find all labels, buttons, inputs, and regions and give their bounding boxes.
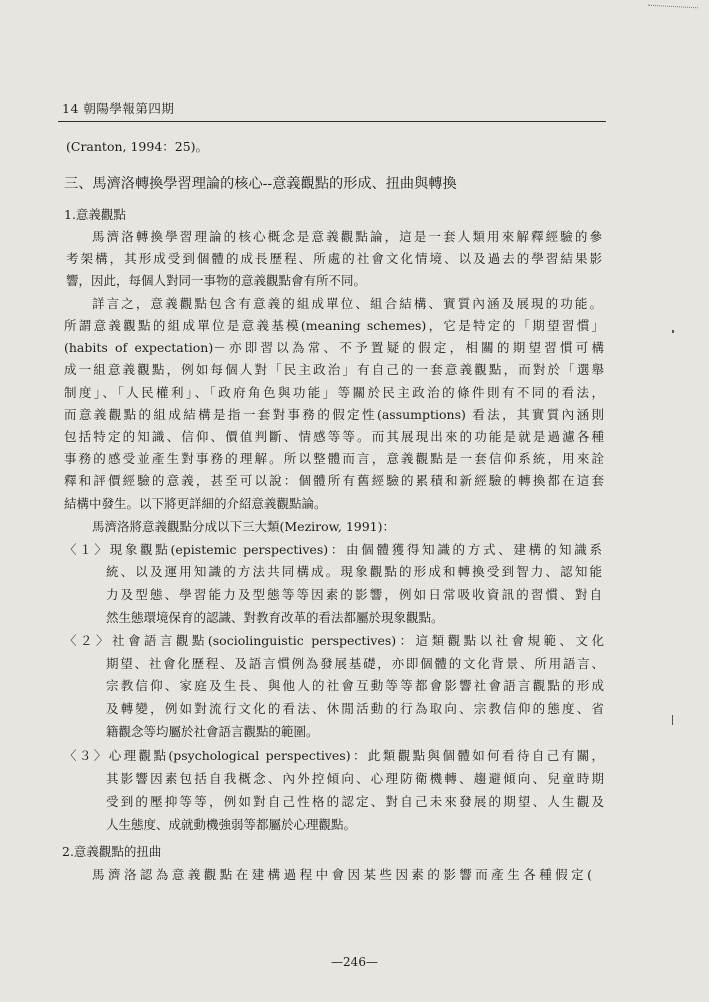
text-line: 馬濟洛認為意義觀點在建構過程中會因某些因素的影響而產生各種假定( [92,867,592,882]
text-line: 響，因此，每個人對同一事物的意義觀點會有所不同。 [66,273,367,288]
text-line: 然生態環境保育的認識、對教育改革的看法都屬於現象觀點。 [106,610,444,625]
scan-artifact [648,5,698,9]
header-rule [58,121,606,122]
scan-artifact [672,330,674,333]
section-heading: 三、馬濟洛轉換學習理論的核心--意義觀點的形成、扭曲與轉換 [64,176,457,192]
text-line: 考架構，其形成受到個體的成長歷程、所處的社會文化情境、以及過去的學習結果影 [66,251,602,266]
running-header: 14 朝陽學報第四期 [62,101,175,116]
scan-artifact [672,715,673,725]
text-line: 結構中發生。以下將更詳細的介紹意義觀點論。 [64,496,327,511]
text-line: 所謂意義觀點的組成單位是意義基模(meaning schemes)，它是特定的「期望習慣」 [64,318,604,333]
text-line: 〈２〉社會語言觀點(sociolinguistic perspectives)：這類觀點以社會規範、文化 [64,633,604,648]
text-line: 統、以及運用知識的方法共同構成。現象觀點的形成和轉換受到智力、認知能 [106,564,602,579]
text-line: 詳言之，意義觀點包含有意義的組成單位、組合結構、實質內涵及展現的功能。 [92,296,602,311]
text-line: 及轉變，例如對流行文化的看法、休閒活動的行為取向、宗教信仰的態度、省 [106,701,604,716]
page-number: —246— [331,955,378,969]
text-line: 力及型態、學習能力及型態等等因素的影響，例如日常吸收資訊的習慣、對自 [106,587,602,602]
text-line: 宗教信仰、家庭及生長、與他人的社會互動等等都會影響社會語言觀點的形成 [106,678,604,693]
text-line: 人生態度、成就動機強弱等都屬於心理觀點。 [106,817,357,832]
text-line: 籍觀念等均屬於社會語言觀點的範圍。 [106,724,319,739]
text-line: 包括特定的知識、信仰、價值判斷、情感等等。而其展現出來的功能是就是過濾各種 [64,429,604,444]
text-line: 釋和評價經驗的意義，甚至可以說：個體所有舊經驗的累積和新經驗的轉換都在這套 [64,473,604,488]
text-line: 馬濟洛將意義觀點分成以下三大類(Mezirow, 1991)： [92,519,396,534]
text-line: 1.意義觀點 [64,207,126,222]
text-line: 期望、社會化歷程、及語言慣例為發展基礎，亦即個體的文化背景、所用語言、 [106,656,604,671]
text-line: 事務的感受並產生對事務的理解。所以整體而言，意義觀點是一套信仰系統，用來詮 [64,451,604,466]
text-line: 2.意義觀點的扭曲 [62,844,162,859]
text-line: 其影響因素包括自我概念、內外控傾向、心理防衛機轉、趨避傾向、兒童時期 [106,771,604,786]
text-line: 〈１〉現象觀點(epistemic perspectives)：由個體獲得知識的方式、建構的知識系 [64,542,602,557]
text-line: 而意義觀點的組成結構是指一套對事務的假定性(assumptions) 看法，其實質內涵則 [64,407,604,422]
text-line: (habits of expectation)－亦即習以為常、不予置疑的假定，相關的期望習慣可構 [64,340,604,355]
text-line: 〈３〉心理觀點(psychological perspectives)：此類觀點與個體如何看待自己有關， [64,748,604,763]
text-line: 成一組意義觀點，例如每個人對「民主政治」有自己的一套意義觀點，而對於「選舉 [64,362,604,377]
text-line: (Cranton, 1994：25)。 [66,139,209,154]
text-line: 制度」、「人民權利」、「政府角色與功能」等關於民主政治的條件則有不同的看法， [64,385,604,400]
text-line: 受到的壓抑等等，例如對自己性格的認定、對自己未來發展的期望、人生觀及 [106,794,604,809]
text-line: 馬濟洛轉換學習理論的核心概念是意義觀點論，這是一套人類用來解釋經驗的參 [92,229,602,244]
